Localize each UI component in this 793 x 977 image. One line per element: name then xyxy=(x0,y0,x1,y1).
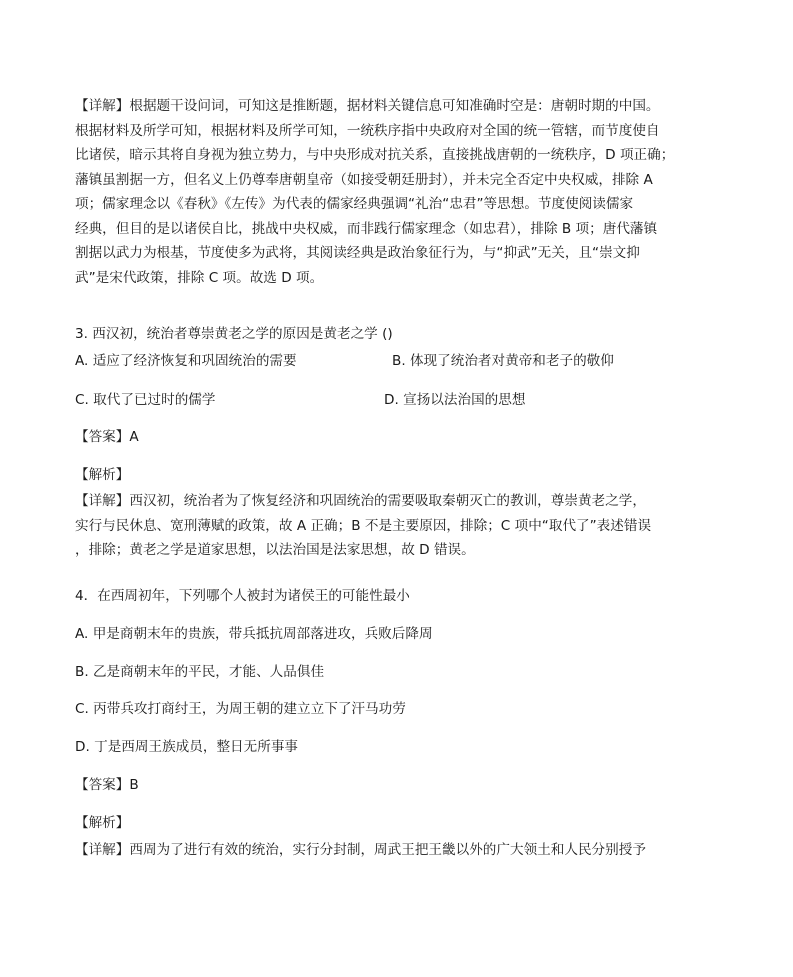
q2-detail-line: 经典，但目的是以诸侯自比，挑战中央权威，而非践行儒家理念（如忠君），排除 B 项；唐代藩镇 xyxy=(75,220,658,237)
q3-analysis-heading: 【解析】 xyxy=(75,467,130,483)
q2-detail-line: 项；儒家理念以《春秋》《左传》为代表的儒家经典强调“礼治“忠君”等思想。节度使阅读儒家 xyxy=(75,196,634,212)
q3-stem: 3. 西汉初，统治者尊崇黄老之学的原因是黄老之学 () xyxy=(75,326,393,342)
q2-detail-line: 武”是宋代政策，排除 C 项。故选 D 项。 xyxy=(75,269,324,286)
q4-analysis-heading: 【解析】 xyxy=(75,815,130,831)
q2-detail-paragraph xyxy=(75,94,725,290)
q4-option-b: B. 乙是商朝末年的平民，才能、人品俱佳 xyxy=(75,664,325,680)
q3-detail-paragraph xyxy=(75,489,725,563)
q3-answer: 【答案】A xyxy=(75,429,139,445)
q4-detail: 【详解】西周为了进行有效的统治，实行分封制，周武王把王畿以外的广大领土和人民分别授予 xyxy=(75,842,646,858)
q4-stem: 4．在西周初年，下列哪个人被封为诸侯王的可能性最小 xyxy=(75,588,410,604)
q2-detail-line: 割据以武力为根基，节度使多为武将，其阅读经典是政治象征行为，与“抑武”无关，且“崇文抑 xyxy=(75,245,640,261)
q3-option-a: A. 适应了经济恢复和巩固统治的需要 xyxy=(75,353,297,369)
q3-option-b: B. 体现了统治者对黄帝和老子的敬仰 xyxy=(392,353,614,369)
q2-detail-line: 根据材料及所学可知，根据材料及所学可知，一统秩序指中央政府对全国的统一管辖，而节度使自 xyxy=(75,122,660,139)
q3-detail-line: 【详解】西汉初，统治者为了恢复经济和巩固统治的需要吸取秦朝灭亡的教训，尊崇黄老之学， xyxy=(75,493,646,509)
q2-detail-line: 比诸侯，暗示其将自身视为独立势力，与中央形成对抗关系，直接挑战唐朝的一统秩序，D 项正确； xyxy=(75,147,675,163)
q2-detail-line: 藩镇虽割据一方，但名义上仍尊奉唐朝皇帝（如接受朝廷册封），并未完全否定中央权威，排除 A xyxy=(75,171,653,188)
q3-option-d: D. 宣扬以法治国的思想 xyxy=(384,392,526,408)
q4-option-d: D. 丁是西周王族成员，整日无所事事 xyxy=(75,739,299,755)
q3-detail-line: ，排除；黄老之学是道家思想，以法治国是法家思想，故 D 错误。 xyxy=(75,542,475,558)
q4-answer: 【答案】B xyxy=(75,777,139,793)
q3-option-c: C. 取代了已过时的儒学 xyxy=(75,392,216,408)
q4-option-c: C. 丙带兵攻打商纣王，为周王朝的建立立下了汗马功劳 xyxy=(75,701,406,717)
q3-detail-line: 实行与民休息、宽刑薄赋的政策，故 A 正确；B 不是主要原因，排除；C 项中“取代了”表述错误 xyxy=(75,517,652,534)
q2-detail-line: 【详解】根据题干设问词，可知这是推断题，据材料关键信息可知准确时空是：唐朝时期的中国。 xyxy=(75,98,660,114)
q4-option-a: A. 甲是商朝末年的贵族，带兵抵抗周部落进攻，兵败后降周 xyxy=(75,626,433,642)
